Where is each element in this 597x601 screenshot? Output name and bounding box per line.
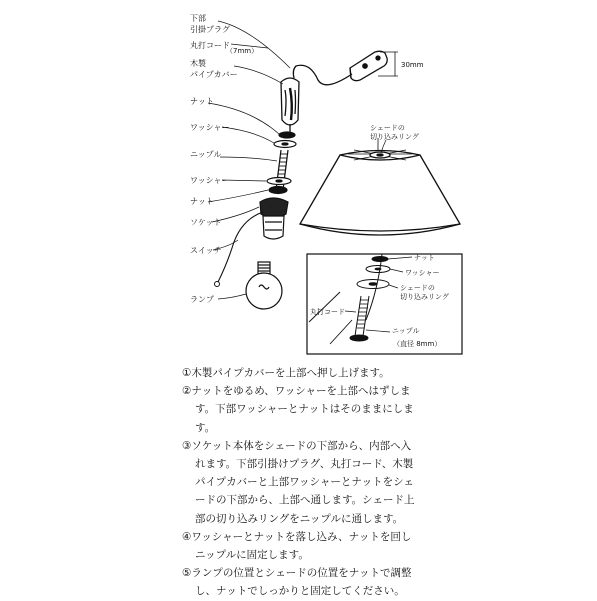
step-3-line-2: れます。下部引掛けプラグ、丸打コード、木製 xyxy=(195,458,414,471)
lamp-shade xyxy=(300,138,460,235)
label-nipple: ニップル xyxy=(190,150,222,159)
label-shade-ring-1: シェードの xyxy=(370,124,405,132)
label-pipe-cover-1: 木製 xyxy=(190,59,206,68)
label-switch: スイッチ xyxy=(190,246,222,255)
label-lamp: ランプ xyxy=(190,295,214,304)
power-cord xyxy=(293,65,352,85)
ceiling-plug xyxy=(350,51,398,80)
step-5-line-2: し、ナットでしっかりと固定してください。 xyxy=(195,585,405,598)
label-nut-top: ナット xyxy=(190,97,214,106)
label-pipe-cover-2: パイプカバー xyxy=(190,70,238,79)
step-5-line-1: ⑤ランプの位置とシェードの位置をナットで調整 xyxy=(182,567,412,580)
inset-label-washer: ワッシャー xyxy=(405,269,440,277)
switch-cord xyxy=(218,212,263,282)
step-4-line-1: ④ワッシャーとナットを落し込み、ナットを回し xyxy=(182,530,412,543)
step-3-line-5: 部の切り込みリングをニップルに通します。 xyxy=(195,512,404,525)
switch-icon xyxy=(215,282,220,287)
label-nut-bottom: ナット xyxy=(190,197,214,206)
step-1 xyxy=(182,364,592,382)
label-washer-top: ワッシャー xyxy=(190,123,230,132)
lamp-bulb xyxy=(246,262,282,309)
step-2 xyxy=(182,382,430,437)
socket xyxy=(260,198,288,239)
assembly-instructions xyxy=(182,364,592,601)
step-3-line-4: ードの下部から、上部へ通します。シェード上 xyxy=(195,494,415,507)
inset-label-shade-ring-1: シェードの xyxy=(400,284,435,292)
step-1-line-1: ①木製パイプカバーを上部へ押し上げます。 xyxy=(182,367,390,379)
label-lower-plug-2: 引掛プラグ xyxy=(190,25,230,34)
label-washer-bottom: ワッシャー xyxy=(190,176,230,185)
step-3 xyxy=(182,437,592,528)
step-2-text: ②ナットをゆるめ、ワッシャーを上部へはずします。下部ワッシャーとナットはそのままにします。 xyxy=(182,385,414,434)
inset-label-shade-ring-2: 切り込みリング xyxy=(400,293,449,301)
label-cord-dimension: （7mm） xyxy=(226,47,259,55)
label-shade-ring-2: 切り込みリング xyxy=(370,133,419,141)
inset-label-nipple: ニップル xyxy=(392,327,420,335)
plug-height-label: 30mm xyxy=(401,61,424,69)
inset-label-nut: ナット xyxy=(414,254,435,262)
inset-label-nipple-dim: （直径 8mm） xyxy=(393,340,442,348)
inset-label-cord: 丸打コード xyxy=(310,308,345,316)
step-4 xyxy=(182,528,592,564)
label-lower-plug-1: 下部 xyxy=(190,14,206,23)
step-5 xyxy=(182,564,592,600)
step-4-line-2: ニップルに固定します。 xyxy=(195,549,309,562)
wooden-pipe-cover xyxy=(281,78,299,136)
step-3-line-3: パイプカバーと上部ワッシャーとナットをシェ xyxy=(195,476,414,489)
step-3-line-1: ③ソケット本体をシェードの下部から、内部へ入 xyxy=(182,439,412,452)
label-cord: 丸打コード xyxy=(190,41,230,50)
label-socket: ソケット xyxy=(190,218,222,227)
